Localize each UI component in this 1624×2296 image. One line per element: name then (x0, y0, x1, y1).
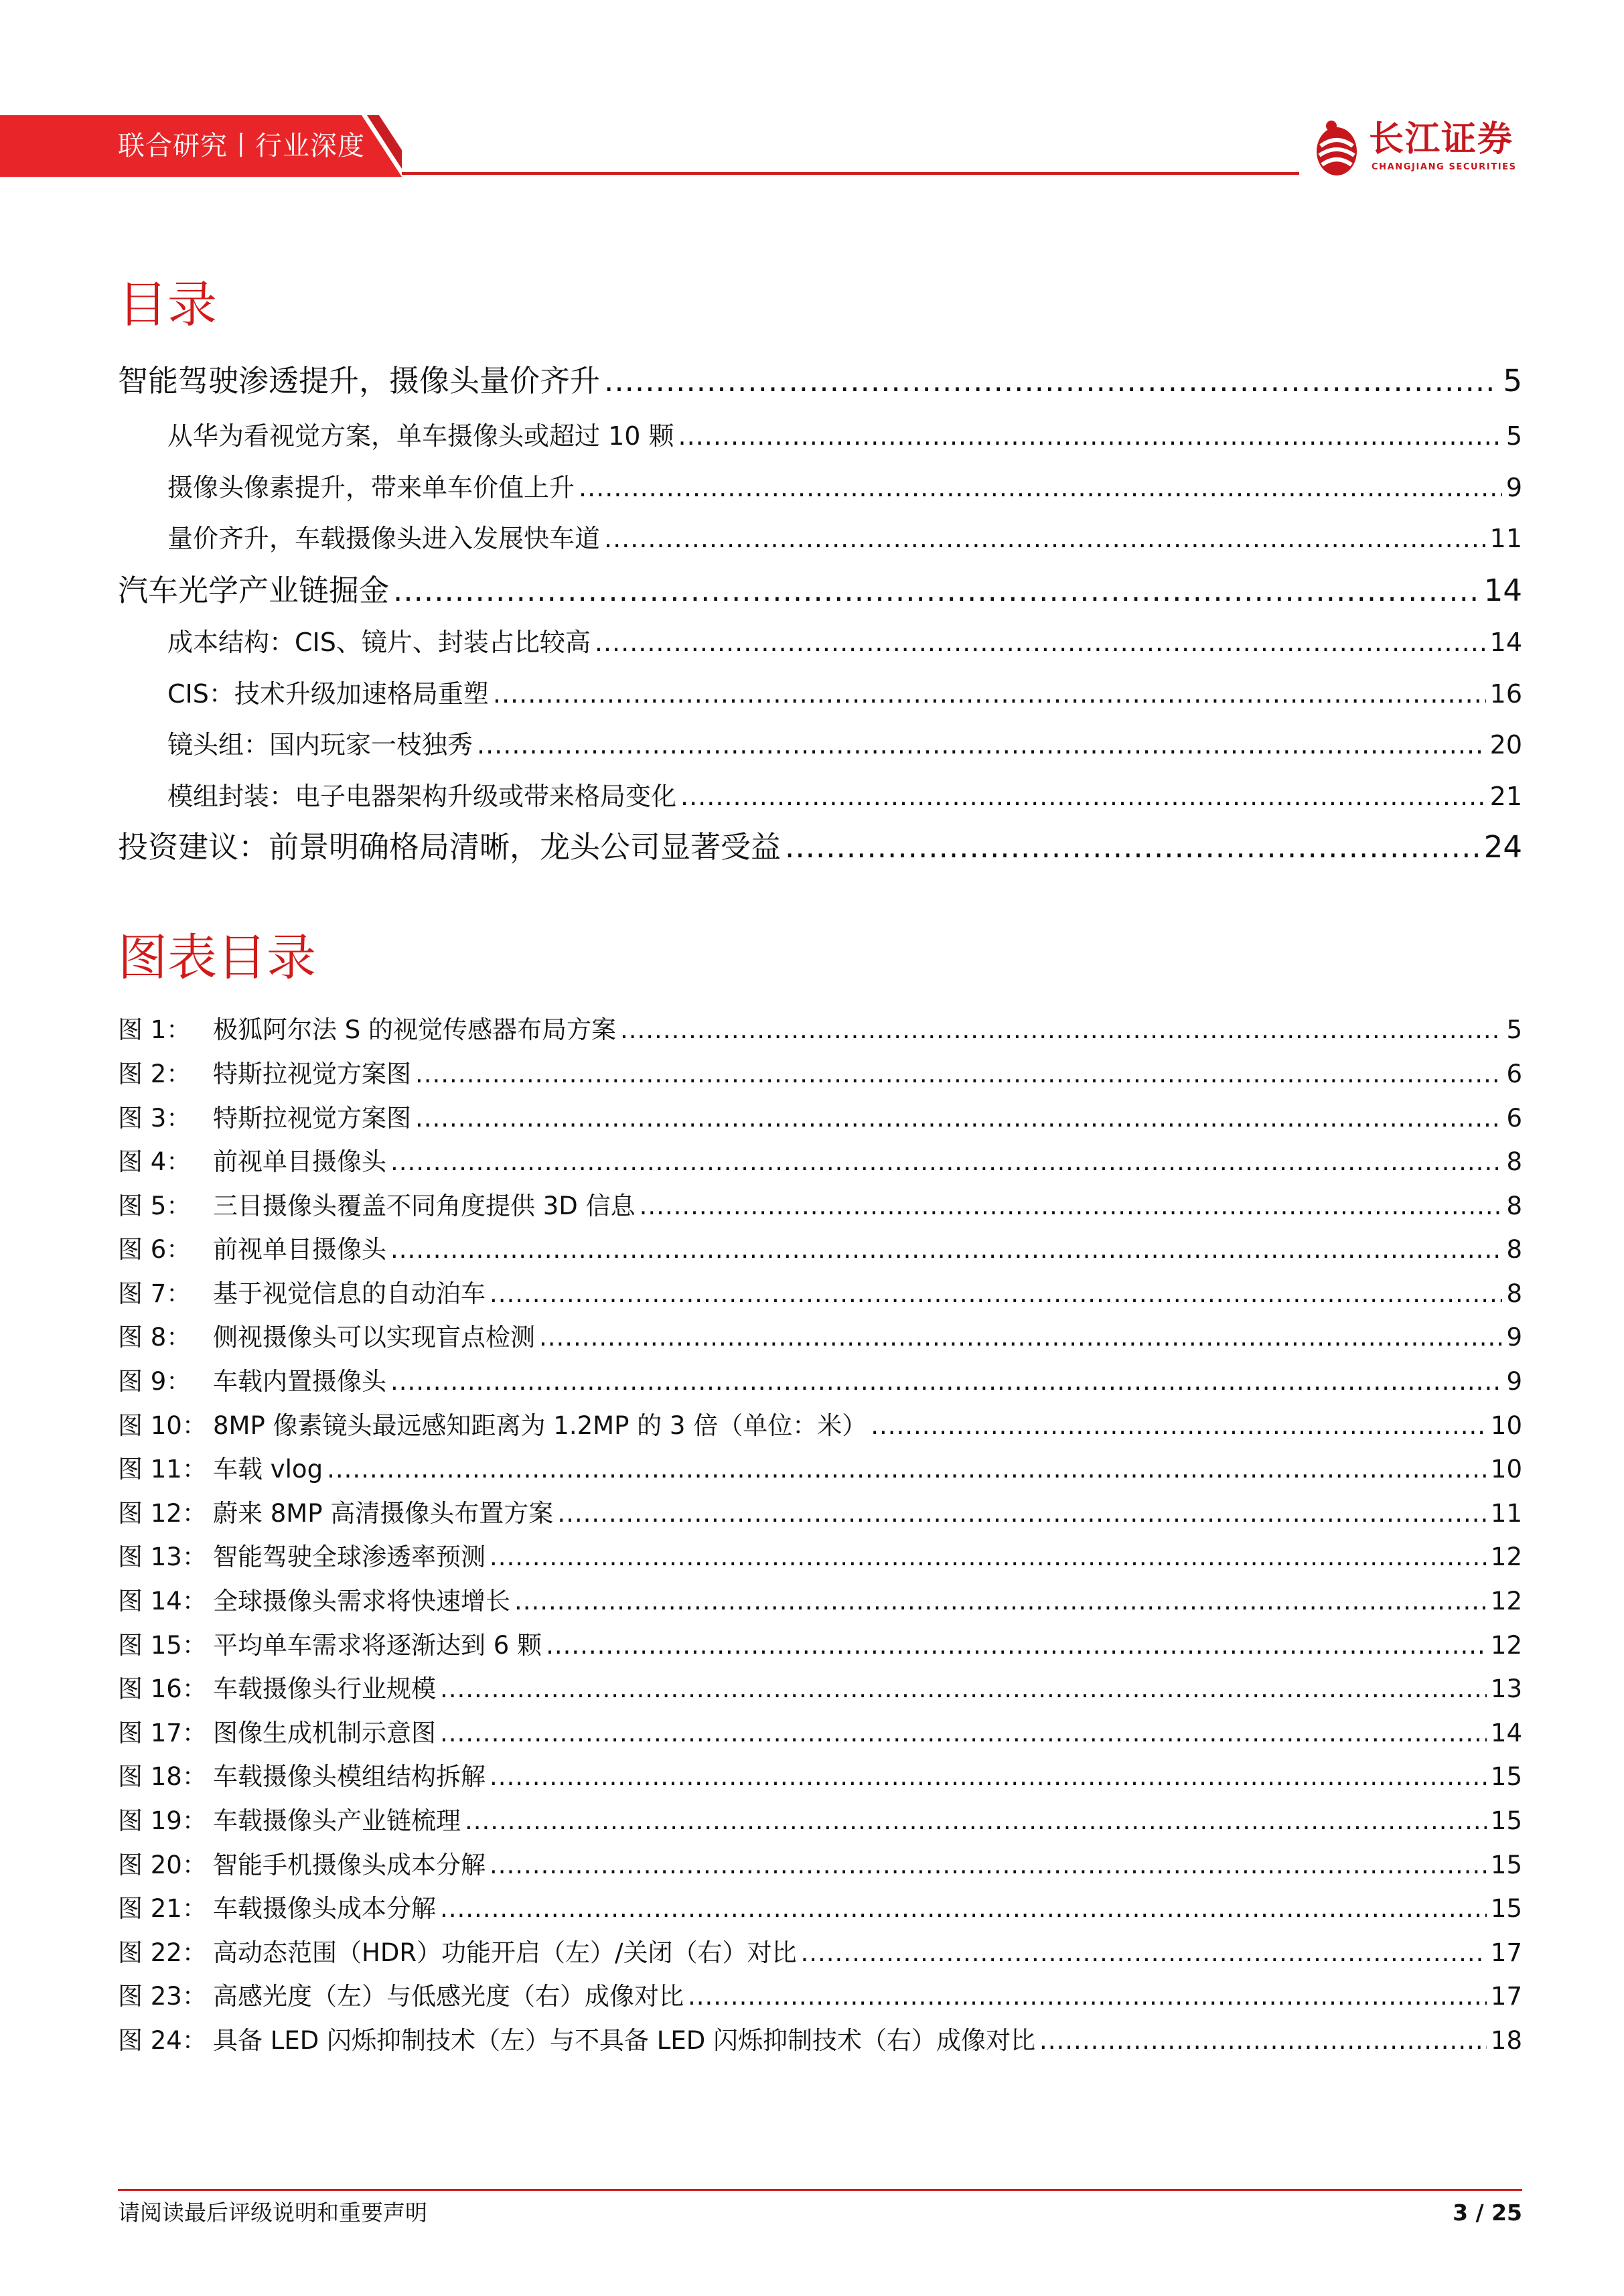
figure-entry-label: 图 12： (118, 1499, 207, 1528)
page-indicator: 3 / 25 (1453, 2200, 1522, 2226)
figure-entry[interactable] (118, 1625, 1522, 1661)
report-section-label: 联合研究丨行业深度 (118, 131, 365, 161)
figure-leader-dots (415, 1104, 1502, 1133)
figure-entry-title: 特斯拉视觉方案图 (213, 1104, 411, 1133)
toc-entry[interactable] (118, 822, 1522, 866)
figure-entry-title: 车载摄像头模组结构拆解 (213, 1762, 486, 1791)
figure-entry-label: 图 2： (118, 1060, 192, 1088)
toc-subentry[interactable] (118, 415, 1522, 452)
toc-leader-dots (493, 679, 1486, 709)
toc-entry-page: 21 (1489, 782, 1522, 811)
toc-entry-title: 从华为看视觉方案，单车摄像头或超过 10 颗 (167, 421, 674, 451)
figure-entry[interactable] (118, 1229, 1522, 1265)
toc-subentry[interactable] (118, 518, 1522, 555)
figure-entry-title: 高感光度（左）与低感光度（右）成像对比 (213, 1982, 684, 2011)
brand-name-cn: 长江证券 (1369, 119, 1514, 159)
figure-entry-page: 17 (1490, 1982, 1522, 2011)
footer-disclaimer-note: 请阅读最后评级说明和重要声明 (118, 2200, 427, 2226)
figure-entry-page: 12 (1490, 1587, 1522, 1616)
figure-toc-heading: 图表目录 (118, 929, 316, 987)
figure-entry[interactable] (118, 1493, 1522, 1529)
toc-entry-page: 5 (1503, 363, 1522, 399)
figure-entry-page: 9 (1506, 1367, 1522, 1396)
figure-entry-page: 8 (1506, 1192, 1522, 1220)
toc-leader-dots (785, 829, 1480, 865)
toc-leader-dots (680, 782, 1486, 811)
figure-entry-label: 图 15： (118, 1631, 207, 1660)
figure-entry-label: 图 8： (118, 1323, 192, 1352)
figure-entry[interactable] (118, 1098, 1522, 1134)
figure-leader-dots (557, 1499, 1487, 1528)
toc-entry-title: 量价齐升，车载摄像头进入发展快车道 (167, 524, 601, 553)
figure-entry-title: 极狐阿尔法 S 的视觉传感器布局方案 (213, 1015, 617, 1044)
figure-entry-page: 13 (1490, 1674, 1522, 1703)
figure-leader-dots (640, 1192, 1503, 1220)
figure-entry-label: 图 17： (118, 1719, 207, 1747)
figure-entry-label: 图 18： (118, 1762, 207, 1791)
figure-leader-dots (327, 1455, 1487, 1484)
figure-entry[interactable] (118, 1976, 1522, 2012)
figure-leader-dots (490, 1851, 1487, 1879)
figure-entry-label: 图 23： (118, 1982, 207, 2011)
toc-entry-title: 智能驾驶渗透提升，摄像头量价齐升 (118, 363, 601, 399)
figure-entry-page: 6 (1506, 1060, 1522, 1088)
toc-entry-page: 9 (1505, 473, 1522, 502)
figure-leader-dots (440, 1894, 1487, 1923)
figure-entry-page: 15 (1490, 1806, 1522, 1835)
figure-entry-label: 图 1： (118, 1015, 192, 1044)
figure-entry-label: 图 16： (118, 1674, 207, 1703)
toc-entry-page: 24 (1483, 829, 1522, 865)
toc-entry-title: 镜头组：国内玩家一枝独秀 (167, 730, 473, 760)
figure-leader-dots (440, 1719, 1487, 1747)
figure-entry-title: 侧视摄像头可以实现盲点检测 (213, 1323, 535, 1352)
figure-entry-page: 15 (1490, 1894, 1522, 1923)
figure-leader-dots (620, 1015, 1502, 1044)
figure-entry[interactable] (118, 1581, 1522, 1617)
figure-leader-dots (490, 1279, 1502, 1308)
figure-entry-title: 车载摄像头成本分解 (213, 1894, 436, 1923)
figure-entry[interactable] (118, 1317, 1522, 1353)
figure-leader-dots (465, 1806, 1487, 1835)
toc-leader-dots (604, 363, 1499, 399)
figure-entry-label: 图 13： (118, 1542, 207, 1571)
figure-entry-label: 图 14： (118, 1587, 207, 1616)
figure-entry-page: 12 (1490, 1631, 1522, 1660)
figure-entry-page: 10 (1490, 1455, 1522, 1484)
toc-entry-title: 模组封装：电子电器架构升级或带来格局变化 (167, 782, 677, 811)
figure-leader-dots (801, 1938, 1487, 1967)
figure-entry-label: 图 4： (118, 1147, 192, 1176)
figure-entry[interactable] (118, 1713, 1522, 1749)
figure-entry[interactable] (118, 1361, 1522, 1397)
figure-entry-label: 图 6： (118, 1235, 192, 1264)
figure-entry[interactable] (118, 1756, 1522, 1792)
figure-leader-dots (871, 1411, 1487, 1440)
figure-entry-page: 18 (1490, 2026, 1522, 2055)
figure-entry[interactable] (118, 1800, 1522, 1837)
figure-entry[interactable] (118, 1186, 1522, 1222)
figure-entry-page: 12 (1490, 1542, 1522, 1571)
figure-entry-title: 蔚来 8MP 高清摄像头布置方案 (213, 1499, 554, 1528)
figure-entry-title: 车载摄像头行业规模 (213, 1674, 436, 1703)
figure-entry-label: 图 20： (118, 1851, 207, 1879)
figure-entry-label: 图 11： (118, 1455, 207, 1484)
figure-entry-title: 图像生成机制示意图 (213, 1719, 436, 1747)
toc-entry[interactable] (118, 566, 1522, 609)
toc-leader-dots (393, 573, 1480, 608)
figure-entry-title: 前视单目摄像头 (213, 1235, 386, 1264)
figure-leader-dots (390, 1147, 1502, 1176)
figure-entry-page: 11 (1490, 1499, 1522, 1528)
toc-entry-title: 投资建议：前景明确格局清晰，龙头公司显著受益 (118, 829, 782, 865)
toc-heading: 目录 (118, 276, 217, 334)
figure-leader-dots (390, 1367, 1502, 1396)
toc-entry-title: 成本结构：CIS、镜片、封装占比较高 (167, 628, 591, 657)
figure-entry-label: 图 7： (118, 1279, 192, 1308)
toc-entry-page: 16 (1489, 679, 1522, 709)
figure-entry[interactable] (118, 1536, 1522, 1573)
figure-entry[interactable] (118, 1888, 1522, 1924)
figure-entry-page: 10 (1490, 1411, 1522, 1440)
toc-leader-dots (595, 628, 1486, 657)
figure-entry-page: 9 (1506, 1323, 1522, 1352)
figure-entry-label: 图 10： (118, 1411, 207, 1440)
header-divider (402, 172, 1299, 175)
figure-leader-dots (440, 1674, 1487, 1703)
figure-entry-title: 智能手机摄像头成本分解 (213, 1851, 486, 1879)
figure-entry-page: 15 (1490, 1851, 1522, 1879)
toc-leader-dots (604, 524, 1486, 553)
toc-subentry[interactable] (118, 467, 1522, 504)
brand-name-en: CHANGJIANG SECURITIES (1372, 162, 1517, 172)
figure-entry-title: 具备 LED 闪烁抑制技术（左）与不具备 LED 闪烁抑制技术（右）成像对比 (213, 2026, 1036, 2055)
figure-entry[interactable] (118, 1009, 1522, 1046)
figure-entry-title: 车载摄像头产业链梳理 (213, 1806, 461, 1835)
figure-entry[interactable] (118, 1273, 1522, 1309)
figure-entry-page: 8 (1506, 1279, 1522, 1308)
toc-leader-dots (579, 473, 1502, 502)
figure-leader-dots (688, 1982, 1487, 2011)
footer-divider (118, 2189, 1522, 2191)
toc-subentry[interactable] (118, 724, 1522, 761)
toc-entry-page: 14 (1489, 628, 1522, 657)
figure-leader-dots (1039, 2026, 1487, 2055)
figure-leader-dots (490, 1762, 1487, 1791)
toc-leader-dots (678, 421, 1502, 451)
toc-entry-page: 14 (1483, 573, 1522, 608)
figure-leader-dots (490, 1542, 1487, 1571)
toc-subentry[interactable] (118, 776, 1522, 812)
toc-entry-title: 摄像头像素提升，带来单车价值上升 (167, 473, 575, 502)
brand-logo (1311, 118, 1532, 185)
toc-entry[interactable] (118, 356, 1522, 400)
figure-entry[interactable] (118, 1405, 1522, 1441)
figure-entry-label: 图 24： (118, 2026, 207, 2055)
figure-entry[interactable] (118, 2020, 1522, 2056)
figure-entry-title: 平均单车需求将逐渐达到 6 颗 (213, 1631, 542, 1660)
figure-entry-title: 高动态范围（HDR）功能开启（左）/关闭（右）对比 (213, 1938, 797, 1967)
figure-entry-title: 三目摄像头覆盖不同角度提供 3D 信息 (213, 1192, 636, 1220)
toc-entry-page: 5 (1505, 421, 1522, 451)
toc-subentry[interactable] (118, 622, 1522, 658)
figure-entry-label: 图 5： (118, 1192, 192, 1220)
figure-entry-title: 车载 vlog (213, 1455, 323, 1484)
figure-entry[interactable] (118, 1449, 1522, 1485)
figure-leader-dots (546, 1631, 1487, 1660)
figure-leader-dots (390, 1235, 1502, 1264)
figure-entry-page: 17 (1490, 1938, 1522, 1967)
figure-entry-title: 基于视觉信息的自动泊车 (213, 1279, 486, 1308)
figure-entry-title: 前视单目摄像头 (213, 1147, 386, 1176)
figure-entry-page: 8 (1506, 1147, 1522, 1176)
figure-entry[interactable] (118, 1668, 1522, 1705)
figure-entry-label: 图 3： (118, 1104, 192, 1133)
toc-entry-page: 20 (1489, 730, 1522, 760)
figure-entry-page: 6 (1506, 1104, 1522, 1133)
toc-leader-dots (477, 730, 1486, 760)
figure-entry-title: 车载内置摄像头 (213, 1367, 386, 1396)
figure-leader-dots (415, 1060, 1502, 1088)
figure-leader-dots (539, 1323, 1502, 1352)
figure-entry[interactable] (118, 1141, 1522, 1177)
toc-entry-title: CIS：技术升级加速格局重塑 (167, 679, 489, 709)
figure-entry-title: 全球摄像头需求将快速增长 (213, 1587, 510, 1616)
figure-entry-title: 智能驾驶全球渗透率预测 (213, 1542, 486, 1571)
figure-leader-dots (514, 1587, 1487, 1616)
toc-entry-page: 11 (1489, 524, 1522, 553)
figure-entry[interactable] (118, 1054, 1522, 1090)
figure-entry-label: 图 19： (118, 1806, 207, 1835)
figure-entry[interactable] (118, 1845, 1522, 1881)
figure-entry-page: 15 (1490, 1762, 1522, 1791)
toc-entry-title: 汽车光学产业链掘金 (118, 573, 390, 608)
figure-entry-title: 特斯拉视觉方案图 (213, 1060, 411, 1088)
brand-logo-icon (1311, 119, 1365, 180)
figure-entry-title: 8MP 像素镜头最远感知距离为 1.2MP 的 3 倍（单位：米） (213, 1411, 867, 1440)
figure-entry-page: 5 (1506, 1015, 1522, 1044)
toc-subentry[interactable] (118, 673, 1522, 710)
figure-entry-page: 14 (1490, 1719, 1522, 1747)
figure-entry[interactable] (118, 1932, 1522, 1968)
figure-entry-label: 图 22： (118, 1938, 207, 1967)
figure-entry-label: 图 9： (118, 1367, 192, 1396)
figure-entry-label: 图 21： (118, 1894, 207, 1923)
figure-entry-page: 8 (1506, 1235, 1522, 1264)
